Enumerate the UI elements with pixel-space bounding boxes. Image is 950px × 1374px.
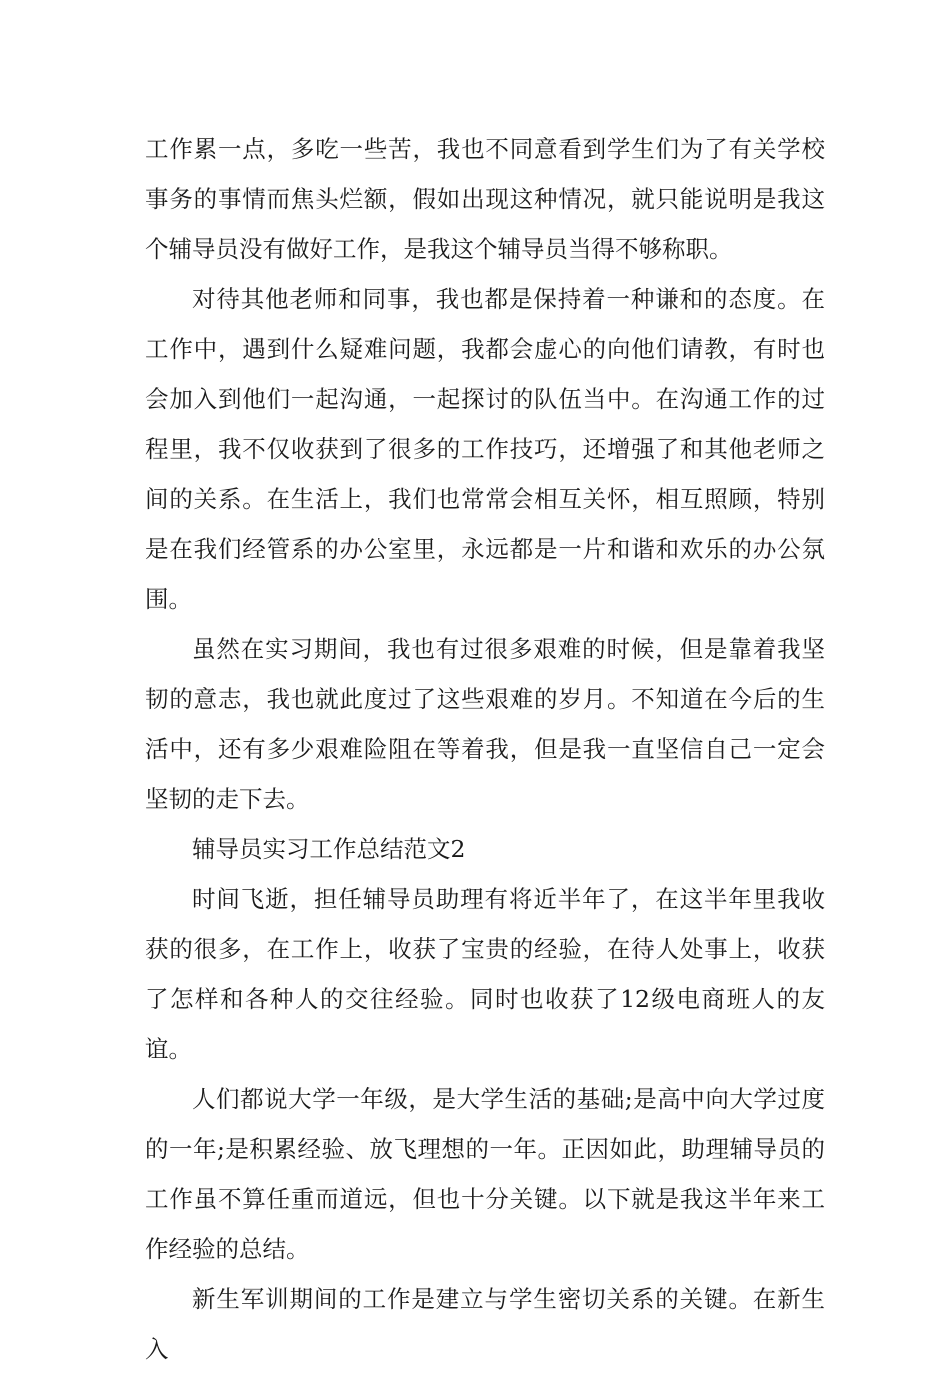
document-body: [145, 124, 825, 1374]
paragraph-1: 工作累一点，多吃一些苦，我也不同意看到学生们为了有关学校事务的事情而焦头烂额，假如出现这种情况，就只能说明是我这个辅导员没有做好工作，是我这个辅导员当得不够称职。: [145, 135, 825, 263]
section-title: 辅导员实习工作总结范文2: [192, 835, 466, 863]
paragraph-3: 虽然在实习期间，我也有过很多艰难的时候，但是靠着我坚韧的意志，我也就此度过了这些艰难的岁月。不知道在今后的生活中，还有多少艰难险阻在等着我，但是我一直坚信自己一定会坚韧的走下去。: [145, 635, 825, 813]
paragraph-5: 人们都说大学一年级，是大学生活的基础;是高中向大学过度的一年;是积累经验、放飞理想的一年。正因如此，助理辅导员的工作虽不算任重而道远，但也十分关键。以下就是我这半年来工作经验的总结。: [145, 1085, 825, 1263]
paragraph-2: 对待其他老师和同事，我也都是保持着一种谦和的态度。在工作中，遇到什么疑难问题，我都会虚心的向他们请教，有时也会加入到他们一起沟通，一起探讨的队伍当中。在沟通工作的过程里，我不仅收获到了很多的工作技巧，还增强了和其他老师之间的关系。在生活上，我们也常常会相互关怀，相互照顾，特别是在我们经管系的办公室里，永远都是一片和谐和欢乐的办公氛围。: [145, 285, 825, 613]
paragraph-4: 时间飞逝，担任辅导员助理有将近半年了，在这半年里我收获的很多，在工作上，收获了宝贵的经验，在待人处事上，收获了怎样和各种人的交往经验。同时也收获了12级电商班人的友谊。: [145, 885, 825, 1063]
paragraph-6: 新生军训期间的工作是建立与学生密切关系的关键。在新生入: [145, 1285, 825, 1363]
